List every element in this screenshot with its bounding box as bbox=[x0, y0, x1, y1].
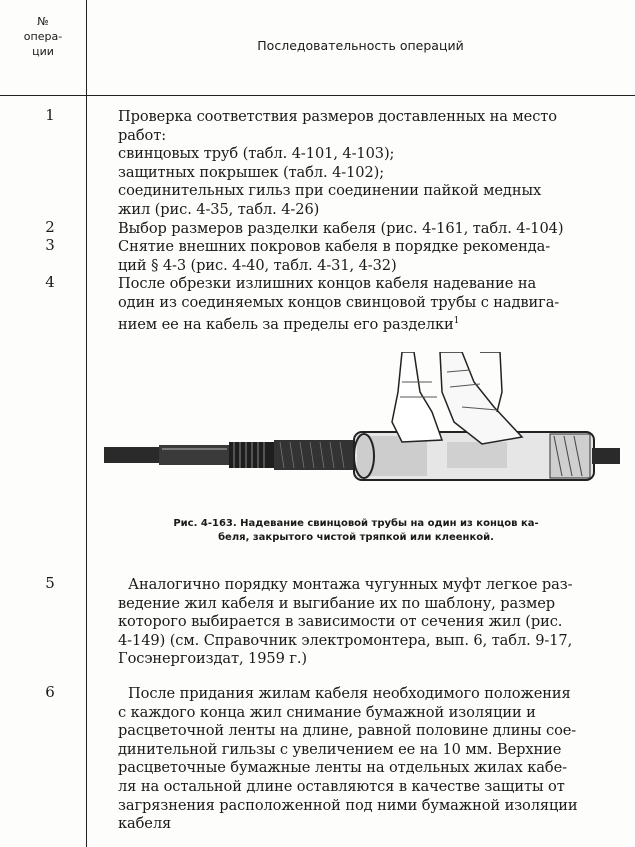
operation-number: 2 bbox=[45, 218, 55, 236]
header-num-line1: опера- bbox=[23, 30, 63, 43]
operation-number: 1 bbox=[45, 106, 55, 124]
text-line: ведение жил кабеля и выгибание их по шаблону, размер bbox=[118, 594, 555, 612]
text-line: с каждого конца жил снимание бумажной изоляции и bbox=[118, 703, 536, 721]
text-line: Снятие внешних покровов кабеля в порядке рекоменда- bbox=[118, 238, 551, 255]
text-line: которого выбирается в зависимости от сечения жил (рис. bbox=[118, 613, 563, 631]
text-line: ций § 4-3 (рис. 4-40, табл. 4-31, 4-32) bbox=[118, 256, 397, 274]
footnote-marker: 1 bbox=[453, 316, 460, 327]
text-line: свинцовых труб (табл. 4-101, 4-103); bbox=[118, 145, 395, 163]
text-line bbox=[118, 312, 615, 334]
operation-text bbox=[118, 576, 615, 669]
header-num-line2: ции bbox=[32, 45, 54, 58]
text-line: После придания жилам кабеля необходимого положения bbox=[128, 685, 571, 702]
text-line: один из соединяемых концов свинцовой трубы с надвига- bbox=[118, 293, 560, 311]
text-line: расцветочные бумажные ленты на отдельных жилах кабе- bbox=[118, 759, 567, 777]
operation-number: 3 bbox=[45, 236, 55, 254]
text-line: После обрезки излишних концов кабеля надевание на bbox=[118, 275, 537, 292]
column-divider bbox=[86, 0, 87, 847]
caption-line: Рис. 4-163. Надевание свинцовой трубы на один из концов ка- bbox=[173, 518, 539, 529]
text-line: загрязнения расположенной под ними бумажной изоляции bbox=[118, 796, 578, 814]
header-num-symbol: № bbox=[37, 15, 49, 28]
text-line: расцветочной ленты на длине, равной половине длины сое- bbox=[118, 722, 577, 740]
operation-text bbox=[118, 108, 615, 220]
text-line: жил (рис. 4-35, табл. 4-26) bbox=[118, 200, 320, 218]
operation-text bbox=[118, 275, 615, 335]
text-line: защитных покрышек (табл. 4-102); bbox=[118, 163, 385, 181]
text-line: Проверка соответствия размеров доставленных на место bbox=[118, 108, 557, 125]
operation-number: 4 bbox=[45, 273, 55, 291]
text-line: Выбор размеров разделки кабеля (рис. 4-161, табл. 4-104) bbox=[118, 220, 564, 237]
text-line: динительной гильзы с увеличением ее на 10 мм. Верхние bbox=[118, 740, 562, 758]
text-line: работ: bbox=[118, 126, 167, 144]
cable-pipe-illustration bbox=[102, 352, 622, 502]
operation-text bbox=[118, 685, 615, 834]
text-line: 4-149) (см. Справочник электромонтера, вып. 6, табл. 9-17, bbox=[118, 631, 573, 649]
operation-text bbox=[118, 220, 615, 239]
figure-caption bbox=[96, 517, 616, 545]
sequence-header: Последовательность операций bbox=[257, 38, 464, 53]
operation-number: 6 bbox=[45, 683, 55, 701]
text-line: соединительных гильз при соединении пайкой медных bbox=[118, 182, 542, 200]
text-line: ля на остальной длине оставляются в качестве защиты от bbox=[118, 777, 565, 795]
text-line: кабеля bbox=[118, 815, 172, 833]
text-line-body: нием ее на кабель за пределы его разделки bbox=[118, 316, 454, 334]
operation-text bbox=[118, 238, 615, 275]
caption-line: беля, закрытого чистой тряпкой или клеенкой. bbox=[218, 532, 494, 543]
header-divider bbox=[0, 95, 635, 96]
operation-number-header bbox=[0, 14, 86, 59]
text-line: Госэнергоиздат, 1959 г.) bbox=[118, 650, 308, 668]
text-line: Аналогично порядку монтажа чугунных муфт легкое раз- bbox=[128, 576, 573, 593]
operation-number: 5 bbox=[45, 574, 55, 592]
